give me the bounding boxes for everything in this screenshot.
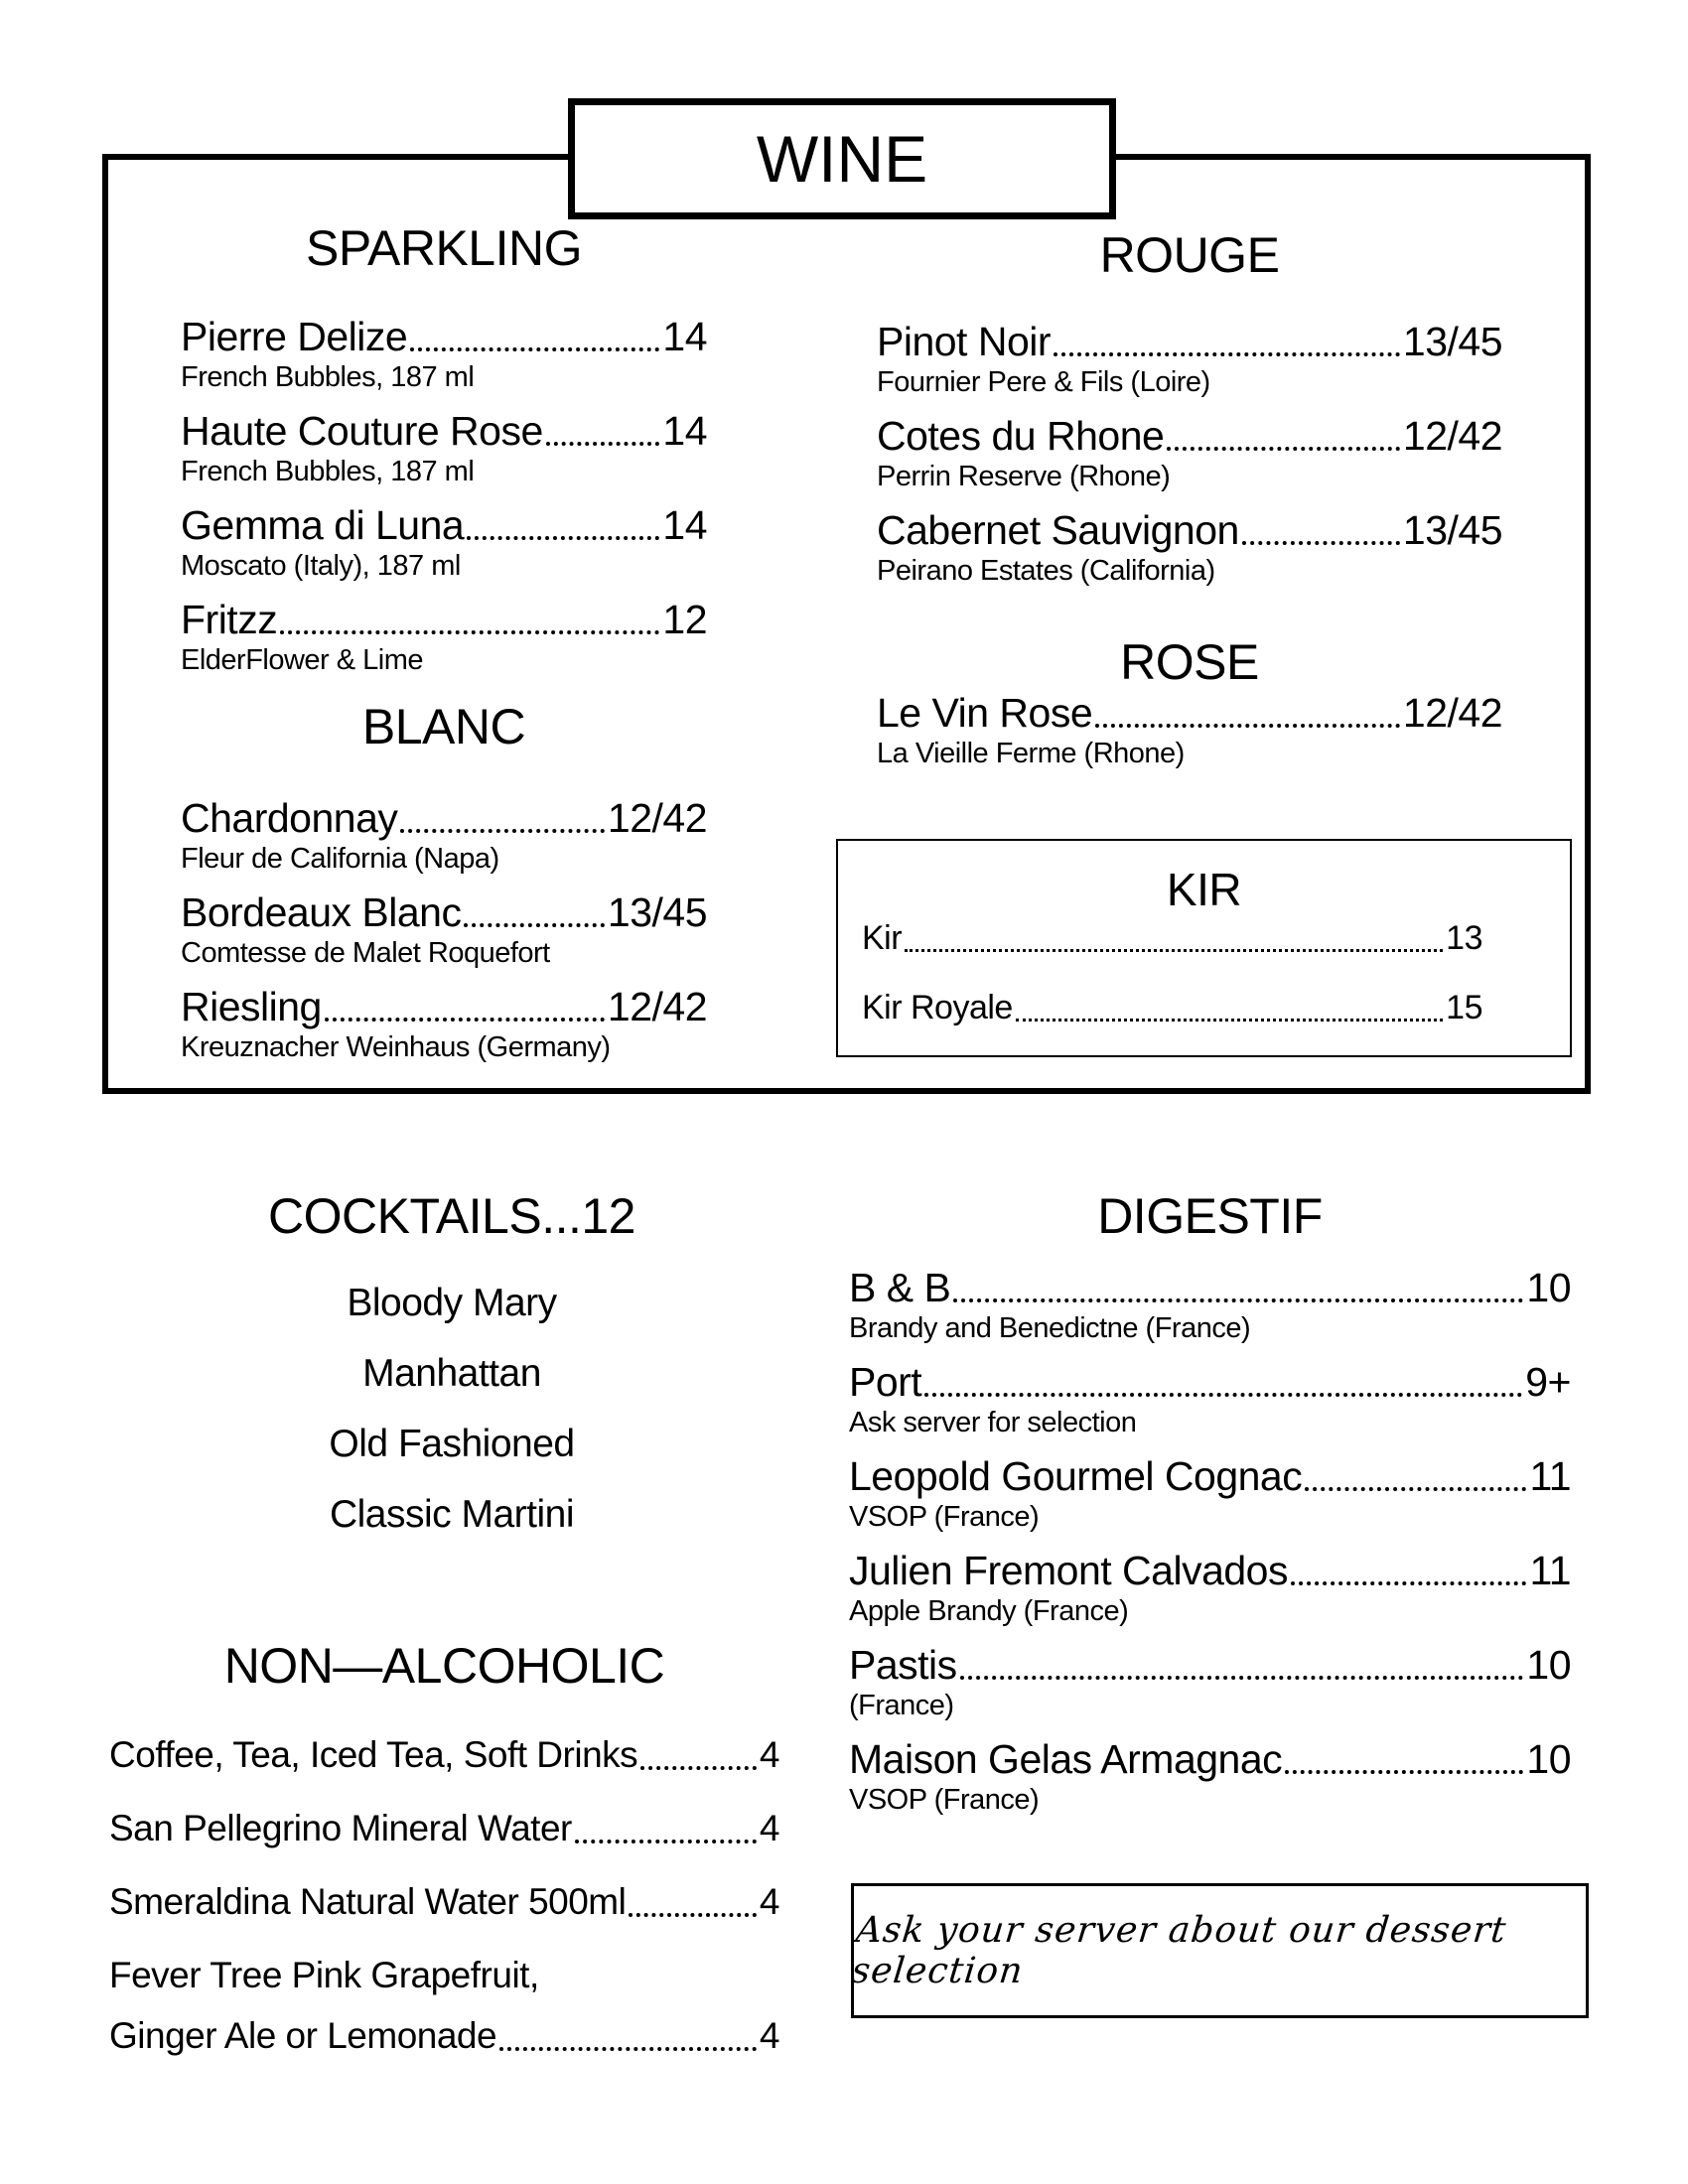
item-description: Peirano Estates (California) <box>877 555 1215 587</box>
item-name: Riesling <box>181 984 322 1029</box>
dotted-leader <box>410 347 659 351</box>
item-name: Gemma di Luna <box>181 502 465 548</box>
menu-item-row <box>181 313 707 360</box>
dotted-leader <box>467 536 659 540</box>
item-description: Brandy and Benedictne (France) <box>849 1312 1251 1344</box>
section-title-rose: ROSE <box>1120 634 1259 690</box>
item-description: French Bubbles, 187 ml <box>181 361 475 393</box>
dotted-leader <box>1291 1581 1526 1585</box>
item-name: Smeraldina Natural Water 500ml <box>109 1881 627 1922</box>
item-description: Ask server for selection <box>849 1407 1137 1438</box>
item-description: Comtesse de Malet Roquefort <box>181 937 550 969</box>
item-price: 15 <box>1446 989 1482 1026</box>
item-price: 4 <box>759 2015 779 2056</box>
item-name: Pierre Delize <box>181 314 408 359</box>
item-price: 11 <box>1529 1453 1571 1499</box>
item-price: 12/42 <box>607 795 707 841</box>
cocktail-item: Old Fashioned <box>329 1423 575 1465</box>
item-price: 14 <box>662 408 707 454</box>
cocktail-item: Classic Martini <box>329 1493 575 1536</box>
dotted-leader <box>1016 1019 1443 1022</box>
menu-item <box>181 794 707 876</box>
menu-item <box>849 1358 1571 1439</box>
item-price: 4 <box>759 1734 779 1775</box>
dotted-leader <box>1242 541 1400 545</box>
cocktails-section <box>149 1188 755 1563</box>
item-name: Kir <box>862 919 903 957</box>
item-name: Chardonnay <box>181 795 398 841</box>
item-name: Cotes du Rhone <box>877 413 1165 459</box>
menu-item <box>181 313 707 394</box>
item-name: Le Vin Rose <box>877 690 1093 736</box>
wine-title-box <box>568 98 1116 219</box>
menu-item-row <box>877 506 1502 554</box>
menu-item-row <box>849 1547 1571 1594</box>
item-name: Port <box>849 1359 922 1405</box>
kir-box <box>836 839 1572 1057</box>
menu-item-row <box>849 1641 1571 1689</box>
item-name: Leopold Gourmel Cognac <box>849 1453 1303 1499</box>
item-description: La Vieille Ferme (Rhone) <box>877 738 1185 769</box>
item-name: Maison Gelas Armagnac <box>849 1736 1283 1782</box>
menu-item-row <box>877 318 1502 365</box>
menu-item <box>849 1547 1571 1628</box>
item-price: 12/42 <box>1402 690 1502 736</box>
menu-item <box>181 407 707 488</box>
menu-item-row <box>109 1806 779 1851</box>
item-price: 10 <box>1526 1736 1571 1782</box>
item-price: 13/45 <box>1402 507 1502 553</box>
item-name: Haute Couture Rose <box>181 408 543 454</box>
section-title-blanc: BLANC <box>361 699 526 754</box>
menu-item <box>181 888 707 970</box>
item-description: Apple Brandy (France) <box>849 1595 1129 1627</box>
dotted-leader <box>280 630 659 634</box>
dessert-note-box <box>851 1883 1589 2018</box>
menu-item-row <box>109 1879 779 1925</box>
dotted-leader <box>1095 724 1400 728</box>
item-name: Fritzz <box>181 597 278 642</box>
section-title-rouge: ROUGE <box>1099 227 1280 283</box>
menu-item-row <box>838 916 1570 960</box>
section-title-cocktails: COCKTAILS...12 <box>268 1188 635 1244</box>
item-name: Fever Tree Pink Grapefruit, <box>109 1955 539 1995</box>
cocktail-item: Bloody Mary <box>347 1282 557 1324</box>
dotted-leader <box>629 1913 757 1917</box>
item-price: 13/45 <box>607 889 707 935</box>
item-description: (France) <box>849 1690 954 1721</box>
item-price: 10 <box>1526 1642 1571 1688</box>
item-price: 13 <box>1446 919 1482 957</box>
dotted-leader <box>400 829 605 833</box>
item-price: 9+ <box>1525 1359 1571 1405</box>
item-description: Perrin Reserve (Rhone) <box>877 461 1171 492</box>
menu-item <box>181 501 707 583</box>
menu-item <box>849 1735 1571 1817</box>
dotted-leader <box>905 949 1443 952</box>
menu-item-row <box>109 1732 779 1778</box>
dotted-leader <box>575 1840 757 1843</box>
dotted-leader <box>640 1766 757 1770</box>
item-description: Moscato (Italy), 187 ml <box>181 550 461 582</box>
item-description: VSOP (France) <box>849 1784 1040 1816</box>
menu-item-row <box>181 407 707 455</box>
item-name: Coffee, Tea, Iced Tea, Soft Drinks <box>109 1734 638 1775</box>
menu-item-row <box>838 986 1570 1029</box>
item-price: 4 <box>759 1808 779 1848</box>
menu-item-row <box>181 501 707 549</box>
item-price: 14 <box>662 502 707 548</box>
dessert-note-text: Ask your server about our dessert selection <box>849 1910 1509 1991</box>
section-title-digestif: DIGESTIF <box>1097 1188 1323 1244</box>
item-price: 13/45 <box>1402 319 1502 364</box>
menu-item-row <box>181 888 707 936</box>
item-name: Pastis <box>849 1642 957 1688</box>
dotted-leader <box>499 2047 757 2051</box>
item-price: 4 <box>759 1881 779 1922</box>
item-price: 12/42 <box>607 984 707 1029</box>
item-name: Bordeaux Blanc <box>181 889 462 935</box>
item-description: VSOP (France) <box>849 1501 1040 1533</box>
right-column <box>877 227 1502 783</box>
item-price: 12 <box>662 597 707 642</box>
menu-item-row <box>877 412 1502 460</box>
item-price: 11 <box>1529 1548 1571 1593</box>
item-price: 12/42 <box>1402 413 1502 459</box>
menu-item <box>181 596 707 677</box>
cocktail-item: Manhattan <box>362 1352 541 1395</box>
menu-item <box>181 983 707 1064</box>
menu-item <box>877 689 1502 770</box>
item-name: Kir Royale <box>862 989 1013 1026</box>
menu-item-row <box>849 1735 1571 1783</box>
menu-item <box>849 1264 1571 1345</box>
non-alcoholic-section <box>109 1638 779 2087</box>
dotted-leader <box>960 1676 1524 1680</box>
menu-item-row <box>877 689 1502 737</box>
section-title-kir: KIR <box>1166 864 1242 915</box>
menu-item-row <box>849 1264 1571 1311</box>
menu-item <box>877 412 1502 493</box>
dotted-leader <box>325 1018 605 1022</box>
dotted-leader <box>1305 1487 1526 1491</box>
menu-item <box>849 1641 1571 1722</box>
item-description: Kreuznacher Weinhaus (Germany) <box>181 1031 611 1063</box>
item-description: ElderFlower & Lime <box>181 644 424 676</box>
menu-item-row <box>109 2013 779 2059</box>
item-name: B & B <box>849 1265 951 1310</box>
dotted-leader <box>1054 352 1400 356</box>
item-price: 14 <box>662 314 707 359</box>
item-name: Ginger Ale or Lemonade <box>109 2015 497 2056</box>
item-name: Cabernet Sauvignon <box>877 507 1239 553</box>
section-title-sparkling: SPARKLING <box>306 220 582 276</box>
dotted-leader <box>953 1298 1523 1302</box>
item-name: Julien Fremont Calvados <box>849 1548 1288 1593</box>
item-price: 10 <box>1526 1265 1571 1310</box>
menu-item-row <box>109 1953 779 1998</box>
digestif-section <box>849 1188 1571 1830</box>
item-description: French Bubbles, 187 ml <box>181 456 475 487</box>
dotted-leader <box>924 1393 1522 1397</box>
dotted-leader <box>546 442 660 446</box>
menu-item-row <box>849 1452 1571 1500</box>
dotted-leader <box>1285 1770 1523 1774</box>
dotted-leader <box>464 923 604 927</box>
left-column <box>181 220 707 1077</box>
section-title-non-alcoholic: NON—ALCOHOLIC <box>223 1638 665 1694</box>
menu-item-row <box>849 1358 1571 1406</box>
menu-item-row <box>181 596 707 643</box>
menu-item <box>877 506 1502 588</box>
item-name: San Pellegrino Mineral Water <box>109 1808 572 1848</box>
item-name: Pinot Noir <box>877 319 1052 364</box>
dotted-leader <box>1167 447 1400 451</box>
menu-item-row <box>181 794 707 842</box>
menu-item <box>849 1452 1571 1534</box>
item-description: Fournier Pere & Fils (Loire) <box>877 366 1210 398</box>
menu-item-row <box>181 983 707 1030</box>
page-title: WINE <box>756 122 928 196</box>
item-description: Fleur de California (Napa) <box>181 843 499 875</box>
menu-item <box>877 318 1502 399</box>
